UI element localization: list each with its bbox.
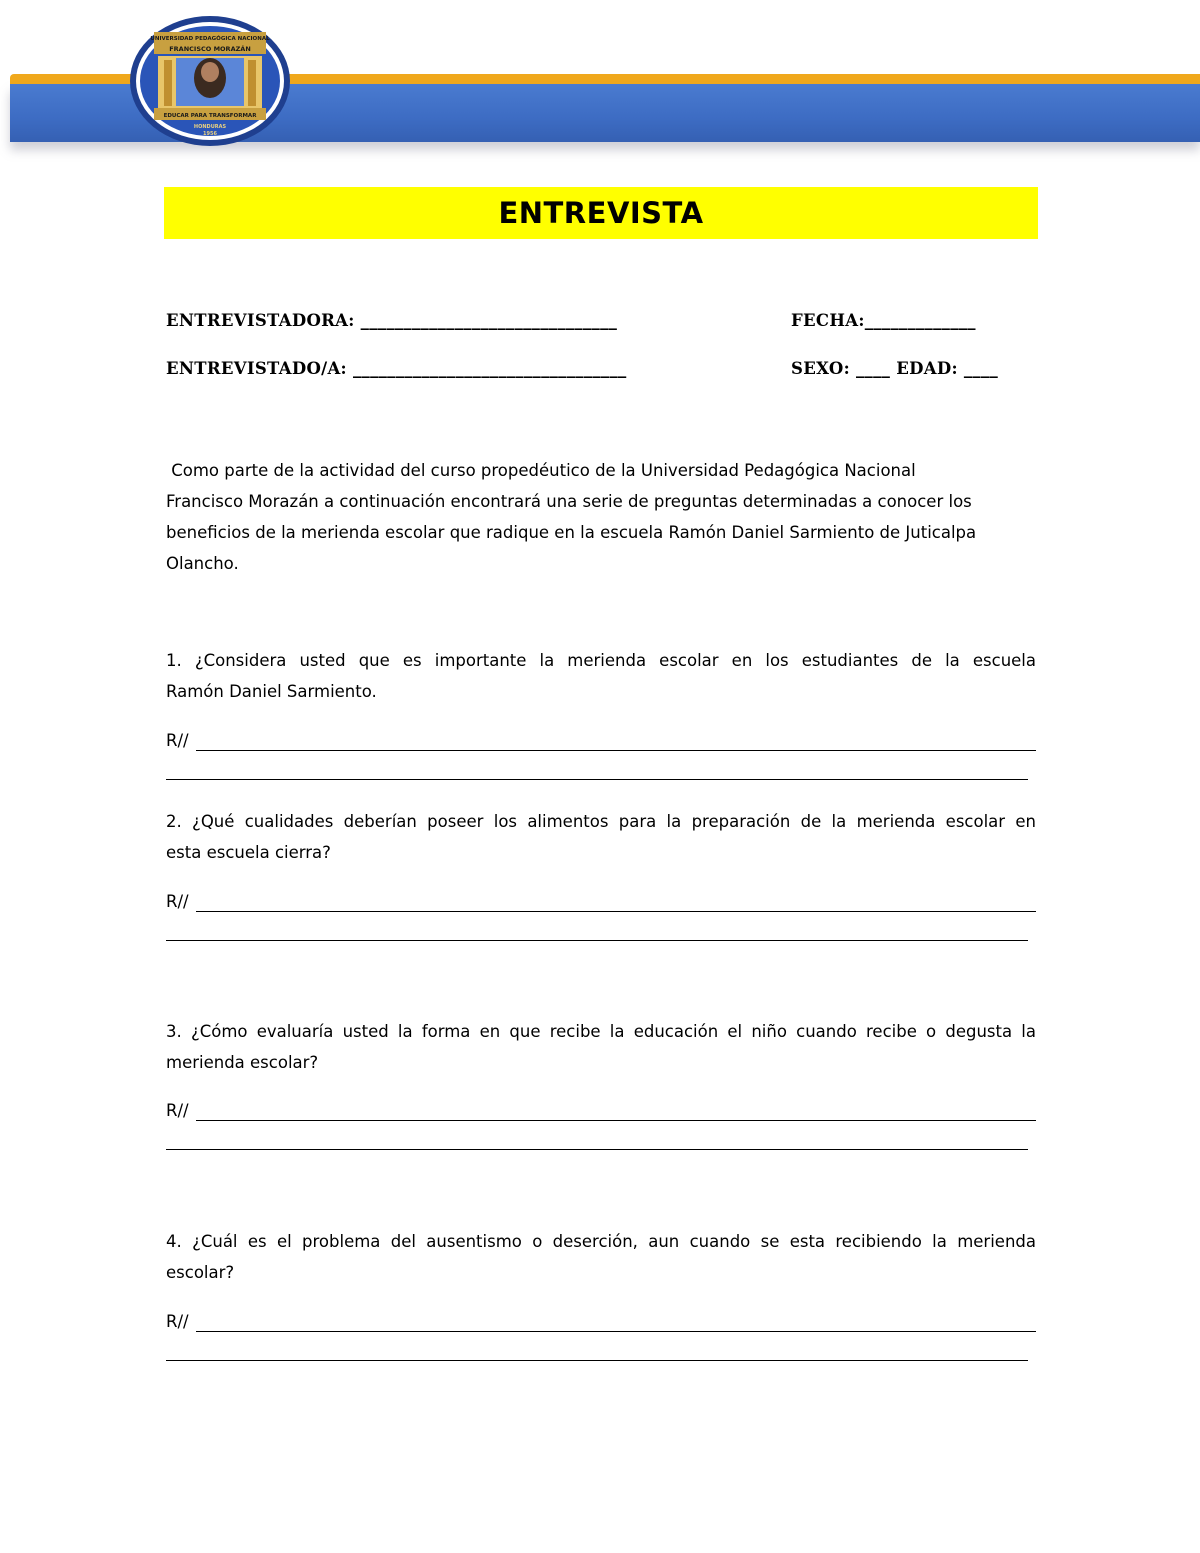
question-text: 2. ¿Qué cualidades deberían poseer los alimentos para la preparación de la merienda escolar en [166, 812, 1036, 831]
question-text: 4. ¿Cuál es el problema del ausentismo o deserción, aun cuando se esta recibiendo la merienda [166, 1232, 1036, 1251]
question-text: merienda escolar? [166, 1053, 319, 1072]
title-banner [164, 187, 1038, 239]
answer-prefix: R// [166, 731, 189, 750]
answer-line[interactable] [166, 940, 1028, 941]
answer-line[interactable] [166, 1360, 1028, 1361]
answer-line[interactable] [196, 1331, 1036, 1332]
sexo-edad-field[interactable]: SEXO: ____ EDAD: ____ [791, 359, 999, 378]
question-text: 1. ¿Considera usted que es importante la merienda escolar en los estudiantes de la escuela [166, 651, 1036, 670]
question-1 [166, 645, 1036, 707]
question-text: 3. ¿Cómo evaluaría usted la forma en que recibe la educación el niño cuando recibe o degusta la [166, 1022, 1036, 1041]
fecha-field[interactable]: FECHA:_____________ [791, 311, 976, 330]
entrevistado-field[interactable]: ENTREVISTADO/A: ________________________________ [166, 359, 627, 378]
logo-year-text: 1956 [203, 131, 217, 137]
logo-country-text: HONDURAS [193, 124, 227, 130]
intro-paragraph [166, 455, 1046, 579]
question-4 [166, 1226, 1036, 1288]
logo-name-text: FRANCISCO MORAZÁN [169, 45, 251, 53]
intro-line: Olancho. [166, 554, 239, 573]
question-text: escolar? [166, 1263, 235, 1282]
answer-line[interactable] [196, 750, 1036, 751]
answer-prefix: R// [166, 1101, 189, 1120]
logo-motto-text: EDUCAR PARA TRANSFORMAR [163, 113, 257, 119]
answer-prefix: R// [166, 1312, 189, 1331]
answer-prefix: R// [166, 892, 189, 911]
question-text: Ramón Daniel Sarmiento. [166, 682, 377, 701]
answer-line[interactable] [166, 1149, 1028, 1150]
question-text: esta escuela cierra? [166, 843, 331, 862]
intro-line: beneficios de la merienda escolar que radique en la escuela Ramón Daniel Sarmiento de Juticalpa [166, 523, 977, 542]
intro-line: Como parte de la actividad del curso propedéutico de la Universidad Pedagógica Nacional [166, 461, 916, 480]
answer-line[interactable] [196, 1120, 1036, 1121]
page-title: ENTREVISTA [498, 196, 704, 230]
logo-top-text: UNIVERSIDAD PEDAGÓGICA NACIONAL [150, 36, 270, 42]
entrevistadora-field[interactable]: ENTREVISTADORA: ______________________________ [166, 311, 618, 330]
question-2 [166, 806, 1036, 868]
question-3 [166, 1016, 1036, 1078]
university-logo [128, 14, 292, 148]
intro-line: Francisco Morazán a continuación encontrará una serie de preguntas determinadas a conocer los [166, 492, 972, 511]
answer-line[interactable] [196, 911, 1036, 912]
answer-line[interactable] [166, 779, 1028, 780]
